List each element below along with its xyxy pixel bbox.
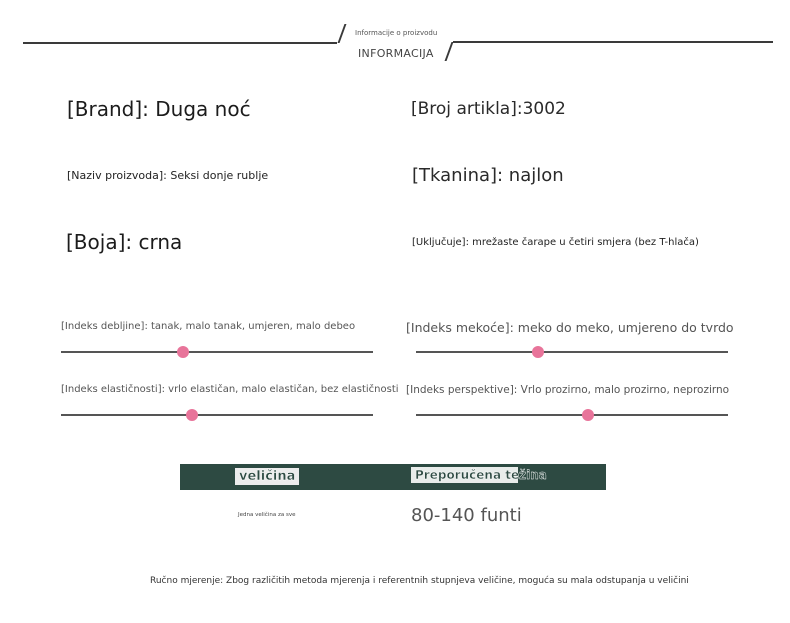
- header-slash-right: [445, 42, 454, 61]
- transparency-index-knob: [582, 409, 594, 421]
- elasticity-index-label: [Indeks elastičnosti]: vrlo elastičan, malo elastičan, bez elastičnosti: [61, 384, 399, 395]
- transparency-index-label: [Indeks perspektive]: Vrlo prozirno, malo prozirno, neprozirno: [406, 384, 730, 396]
- size-value: Jedna veličina za sve: [238, 512, 296, 518]
- page-title: INFORMACIJA: [358, 47, 434, 60]
- header-subtitle: Informacije o proizvodu: [355, 29, 438, 37]
- header-line-right: [453, 41, 773, 43]
- thickness-index-knob: [177, 346, 189, 358]
- includes-field: [Uključuje]: mrežaste čarape u četiri smjera (bez T-hlača): [412, 237, 699, 248]
- product-name-field: [Naziv proizvoda]: Seksi donje rublje: [67, 169, 269, 182]
- transparency-index-track: [416, 414, 728, 416]
- elasticity-index-knob: [186, 409, 198, 421]
- article-number-field: [Broj artikla]:3002: [411, 99, 566, 119]
- brand-field: [Brand]: Duga noć: [67, 97, 251, 121]
- softness-index-knob: [532, 346, 544, 358]
- softness-index-track: [416, 351, 728, 353]
- size-header-label: veličina: [235, 468, 299, 485]
- thickness-index-track: [61, 351, 373, 353]
- weight-header-label: Preporučena težina: [411, 467, 518, 483]
- measurement-note: Ručno mjerenje: Zbog različitih metoda mjerenja i referentnih stupnjeva veličine, moguća su mala odstupanja u veličini: [150, 576, 689, 586]
- header-slash-left: [338, 24, 347, 43]
- weight-value: 80-140 funti: [411, 505, 522, 526]
- softness-index-label: [Indeks mekoće]: meko do meko, umjereno do tvrdo: [406, 320, 734, 335]
- elasticity-index-track: [61, 414, 373, 416]
- color-field: [Boja]: crna: [66, 230, 183, 254]
- thickness-index-label: [Indeks debljine]: tanak, malo tanak, umjeren, malo debeo: [61, 321, 356, 332]
- header-line-left: [23, 42, 337, 44]
- fabric-field: [Tkanina]: najlon: [412, 165, 564, 186]
